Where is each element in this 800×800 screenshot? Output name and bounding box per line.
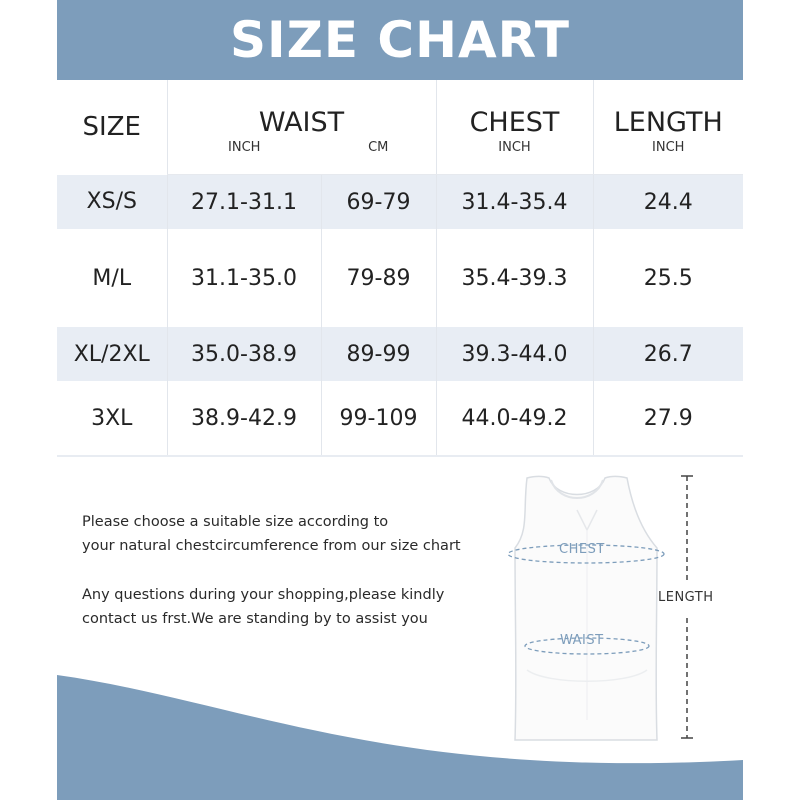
chest-inch-unit: INCH	[436, 138, 593, 175]
chest-column-header: CHEST	[436, 80, 593, 138]
tank-top-illustration	[487, 470, 687, 750]
size-advice-text	[82, 510, 502, 558]
length-inch-unit: INCH	[593, 138, 743, 175]
note-line: your natural chestcircumference from our size chart	[82, 538, 461, 554]
size-cell: XS/S	[57, 175, 167, 230]
length-cell: 26.7	[593, 327, 743, 381]
waist-cm-cell: 99-109	[321, 381, 436, 456]
size-chart-card	[57, 0, 743, 800]
waist-column-header: WAIST	[167, 80, 436, 138]
length-cell: 24.4	[593, 175, 743, 230]
page-title: SIZE CHART	[229, 11, 571, 69]
size-notes	[82, 510, 502, 656]
length-measure-line	[667, 470, 707, 745]
note-line: contact us frst.We are standing by to assist you	[82, 611, 428, 627]
waist-cm-unit: CM	[321, 138, 436, 175]
note-line: Please choose a suitable size according to	[82, 514, 389, 530]
chest-cell: 44.0-49.2	[436, 381, 593, 456]
waist-inch-cell: 31.1-35.0	[167, 229, 321, 327]
table-row	[57, 381, 743, 456]
size-column-header: SIZE	[82, 112, 141, 143]
size-cell: 3XL	[57, 381, 167, 456]
waist-measure-label: WAIST	[560, 633, 604, 648]
length-column-header: LENGTH	[593, 80, 743, 138]
size-cell: M/L	[92, 265, 132, 291]
waist-inch-cell: 38.9-42.9	[167, 381, 321, 456]
chest-measure-label: CHEST	[559, 542, 605, 557]
waist-inch-unit: INCH	[167, 138, 321, 175]
waist-cm-cell: 89-99	[321, 327, 436, 381]
note-line: Any questions during your shopping,please kindly	[82, 587, 445, 603]
chest-cell: 39.3-44.0	[436, 327, 593, 381]
contact-text	[82, 583, 502, 631]
waist-cm-cell: 79-89	[321, 229, 436, 327]
waist-inch-cell: 27.1-31.1	[167, 175, 321, 230]
size-cell: XL/2XL	[57, 327, 167, 381]
table-row	[57, 175, 743, 230]
table-row	[57, 229, 743, 327]
size-table	[57, 80, 743, 457]
length-cell: 27.9	[593, 381, 743, 456]
chest-cell: 31.4-35.4	[436, 175, 593, 230]
title-banner	[57, 0, 743, 80]
tank-top-diagram	[487, 470, 687, 750]
length-measure-label: LENGTH	[658, 590, 714, 605]
chest-cell: 35.4-39.3	[436, 229, 593, 327]
table-row	[57, 327, 743, 381]
waist-inch-cell: 35.0-38.9	[167, 327, 321, 381]
length-cell: 25.5	[593, 229, 743, 327]
waist-cm-cell: 69-79	[321, 175, 436, 230]
